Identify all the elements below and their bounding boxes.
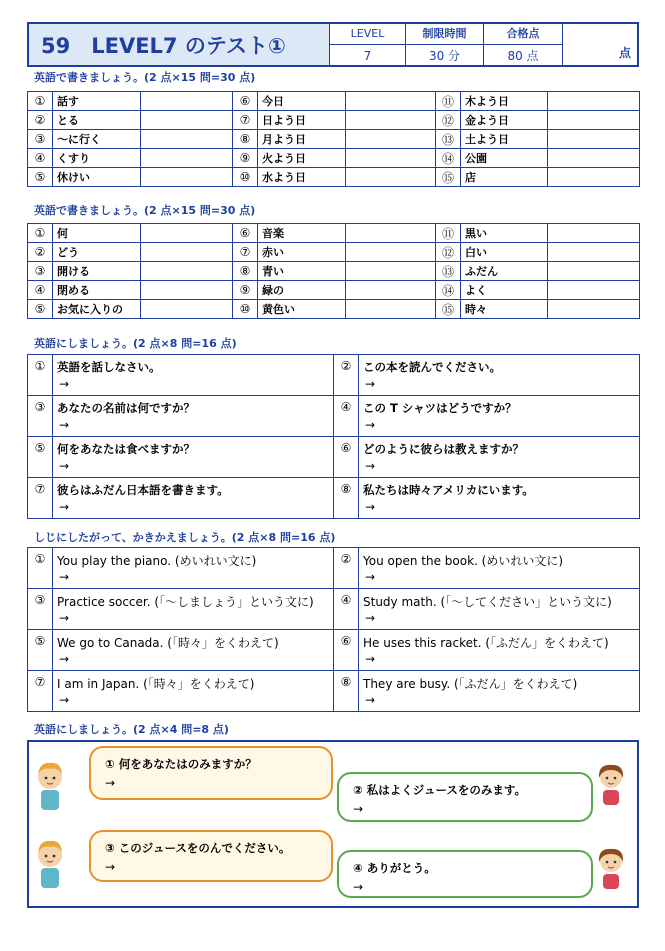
question-number: ⑥ (334, 437, 359, 478)
answer-line[interactable]: → (365, 377, 376, 391)
passing-score-value: 80 点 (507, 49, 539, 63)
question-cell (53, 478, 334, 519)
question-number: ④ (28, 149, 53, 168)
question-cell (53, 396, 334, 437)
answer-field[interactable] (346, 111, 436, 130)
table-row (28, 92, 640, 111)
prompt-word: 火よう日 (258, 149, 346, 168)
question-number: ③ (28, 589, 53, 630)
question-number: ⑫ (436, 243, 461, 262)
question-text: 私たちは時々アメリカにいます。 (363, 483, 534, 497)
question-cell (359, 671, 640, 712)
question-number: ⑤ (28, 300, 53, 319)
boy-icon (35, 838, 65, 890)
prompt-word: ふだん (461, 262, 548, 281)
answer-field[interactable] (548, 130, 640, 149)
question-number: ② (334, 355, 359, 396)
answer-field[interactable] (346, 243, 436, 262)
speech-bubble-1 (89, 746, 333, 800)
question-cell (53, 355, 334, 396)
question-text: 英語を話しなさい。 (57, 360, 161, 374)
answer-field[interactable] (548, 92, 640, 111)
question-number: ⑦ (28, 478, 53, 519)
bubble-3-answer[interactable]: → (105, 860, 116, 874)
question-cell (359, 396, 640, 437)
question-number: ⑤ (28, 630, 53, 671)
question-number: ⑥ (334, 630, 359, 671)
section3-heading: 英語にしましょう。(2 点×8 問=16 点) (34, 337, 237, 350)
answer-field[interactable] (346, 224, 436, 243)
prompt-word: 今日 (258, 92, 346, 111)
answer-field[interactable] (141, 111, 233, 130)
question-number: ③ (28, 130, 53, 149)
prompt-word: ～に行く (53, 130, 141, 149)
score-field[interactable] (563, 24, 637, 65)
answer-line[interactable]: → (365, 693, 376, 707)
question-text: He uses this racket. (「ふだん」をくわえて) (363, 636, 609, 650)
prompt-word: 音楽 (258, 224, 346, 243)
section4-heading: しじにしたがって、かきかえましょう。(2 点×8 問=16 点) (34, 531, 336, 544)
question-cell (53, 589, 334, 630)
prompt-word: 黄色い (258, 300, 346, 319)
question-number: ① (28, 355, 53, 396)
question-number: ③ (28, 262, 53, 281)
question-text: We go to Canada. (「時々」をくわえて) (57, 636, 279, 650)
table-row (28, 437, 640, 478)
speech-bubble-3 (89, 830, 333, 882)
question-number: ⑧ (233, 262, 258, 281)
question-number: ⑬ (436, 130, 461, 149)
prompt-word: くすり (53, 149, 141, 168)
answer-field[interactable] (548, 300, 640, 319)
bubble-3-question: ③ このジュースをのんでください。 (105, 841, 291, 855)
table-row (28, 478, 640, 519)
question-number: ⑮ (436, 168, 461, 187)
question-number: ⑩ (233, 168, 258, 187)
table-row (28, 168, 640, 187)
answer-field[interactable] (548, 281, 640, 300)
answer-field[interactable] (346, 262, 436, 281)
question-number: ⑧ (334, 671, 359, 712)
answer-field[interactable] (346, 300, 436, 319)
table-row (28, 396, 640, 437)
question-number: ④ (28, 281, 53, 300)
vocab-table-1 (27, 91, 640, 187)
answer-field[interactable] (548, 111, 640, 130)
page-title: 59 LEVEL7 のテスト① (29, 24, 330, 65)
level-value: 7 (363, 49, 372, 63)
bubble-4-answer[interactable]: → (353, 880, 364, 894)
conversation-box (27, 740, 639, 908)
question-number: ⑩ (233, 300, 258, 319)
question-cell (53, 437, 334, 478)
answer-line[interactable]: → (365, 652, 376, 666)
question-text: 彼らはふだん日本語を書きます。 (57, 483, 229, 497)
table-row (28, 671, 640, 712)
answer-field[interactable] (141, 262, 233, 281)
answer-field[interactable] (141, 243, 233, 262)
answer-field[interactable] (346, 130, 436, 149)
question-cell (53, 671, 334, 712)
question-text: You play the piano. (めいれい文に) (57, 554, 257, 568)
question-number: ⑨ (233, 149, 258, 168)
level-cell (330, 24, 406, 65)
prompt-word: 時々 (461, 300, 548, 319)
answer-line[interactable]: → (365, 500, 376, 514)
section5-heading: 英語にしましょう。(2 点×4 問=8 点) (34, 723, 229, 736)
answer-line[interactable]: → (59, 418, 70, 432)
bubble-2-answer[interactable]: → (353, 802, 364, 816)
answer-field[interactable] (346, 281, 436, 300)
question-number: ③ (28, 396, 53, 437)
answer-field[interactable] (548, 224, 640, 243)
question-number: ⑤ (28, 168, 53, 187)
prompt-word: 月よう日 (258, 130, 346, 149)
answer-line[interactable]: → (365, 459, 376, 473)
time-limit-value: 30 分 (428, 49, 461, 63)
answer-field[interactable] (548, 168, 640, 187)
table-row (28, 281, 640, 300)
table-row (28, 355, 640, 396)
table-row (28, 262, 640, 281)
answer-line[interactable]: → (59, 500, 70, 514)
prompt-word: 黒い (461, 224, 548, 243)
prompt-word: 日よう日 (258, 111, 346, 130)
answer-line[interactable]: → (59, 693, 70, 707)
question-text: They are busy. (「ふだん」をくわえて) (363, 677, 578, 691)
question-number: ⑭ (436, 281, 461, 300)
question-text: どのように彼らは教えますか？ (363, 442, 524, 456)
question-cell (53, 548, 334, 589)
question-cell (359, 548, 640, 589)
prompt-word: 開ける (53, 262, 141, 281)
question-cell (359, 630, 640, 671)
answer-field[interactable] (548, 243, 640, 262)
question-text: この本を読んでください。 (363, 360, 501, 374)
answer-field[interactable] (141, 149, 233, 168)
question-number: ① (28, 548, 53, 589)
time-limit-cell (406, 24, 484, 65)
prompt-word: 閉める (53, 281, 141, 300)
bubble-4-question: ④ ありがとう。 (353, 861, 436, 875)
vocab-table-2 (27, 223, 640, 319)
answer-field[interactable] (346, 168, 436, 187)
answer-field[interactable] (141, 130, 233, 149)
prompt-word: お気に入りの (53, 300, 141, 319)
passing-score-cell (484, 24, 563, 65)
prompt-word: 公園 (461, 149, 548, 168)
question-number: ⑥ (233, 92, 258, 111)
question-number: ⑧ (334, 478, 359, 519)
prompt-word: 土よう日 (461, 130, 548, 149)
question-text: 何をあなたは食べますか？ (57, 442, 195, 456)
prompt-word: 何 (53, 224, 141, 243)
table-row (28, 589, 640, 630)
table-row (28, 130, 640, 149)
time-limit-label: 制限時間 (406, 24, 483, 45)
prompt-word: 店 (461, 168, 548, 187)
question-number: ④ (334, 589, 359, 630)
answer-field[interactable] (346, 92, 436, 111)
question-text: Study math. (「～してください」という文に) (363, 595, 612, 609)
table-row (28, 548, 640, 589)
question-number: ⑨ (233, 281, 258, 300)
girl-icon (596, 762, 626, 806)
question-number: ① (28, 92, 53, 111)
answer-line[interactable]: → (59, 570, 70, 584)
question-number: ② (28, 243, 53, 262)
question-number: ⑫ (436, 111, 461, 130)
section1-heading: 英語で書きましょう。(2 点×15 問=30 点) (34, 71, 256, 84)
question-number: ④ (334, 396, 359, 437)
question-number: ⑭ (436, 149, 461, 168)
table-row (28, 111, 640, 130)
question-number: ⑪ (436, 224, 461, 243)
table-row (28, 243, 640, 262)
answer-field[interactable] (141, 224, 233, 243)
question-text: あなたの名前は何ですか？ (57, 401, 195, 415)
prompt-word: 話す (53, 92, 141, 111)
score-unit: 点 (618, 46, 631, 60)
table-row (28, 300, 640, 319)
question-cell (359, 589, 640, 630)
question-number: ⑮ (436, 300, 461, 319)
answer-line[interactable]: → (59, 459, 70, 473)
question-number: ⑧ (233, 130, 258, 149)
question-text: この T シャツはどうですか？ (363, 401, 517, 415)
question-number: ⑦ (28, 671, 53, 712)
rewrite-table (27, 547, 640, 712)
question-text: I am in Japan. (「時々」をくわえて) (57, 677, 255, 691)
answer-line[interactable]: → (59, 611, 70, 625)
prompt-word: 木よう日 (461, 92, 548, 111)
question-text: You open the book. (めいれい文に) (363, 554, 564, 568)
question-number: ② (28, 111, 53, 130)
question-cell (359, 355, 640, 396)
question-cell (359, 437, 640, 478)
prompt-word: 緑の (258, 281, 346, 300)
answer-line[interactable]: → (365, 611, 376, 625)
answer-field[interactable] (548, 149, 640, 168)
answer-line[interactable]: → (365, 418, 376, 432)
table-row (28, 149, 640, 168)
girl-icon (596, 846, 626, 890)
translation-table (27, 354, 640, 519)
question-cell (53, 630, 334, 671)
prompt-word: 水よう日 (258, 168, 346, 187)
answer-field[interactable] (141, 92, 233, 111)
bubble-1-question: ① 何をあなたはのみますか？ (105, 757, 257, 771)
test-header (27, 22, 639, 67)
question-number: ⑤ (28, 437, 53, 478)
prompt-word: 休けい (53, 168, 141, 187)
prompt-word: 赤い (258, 243, 346, 262)
level-label: LEVEL (330, 24, 405, 45)
question-number: ② (334, 548, 359, 589)
boy-icon (35, 760, 65, 812)
answer-field[interactable] (141, 168, 233, 187)
prompt-word: 金よう日 (461, 111, 548, 130)
bubble-2-question: ② 私はよくジュースをのみます。 (353, 783, 527, 797)
answer-line[interactable]: → (365, 570, 376, 584)
question-number: ① (28, 224, 53, 243)
question-number: ⑦ (233, 243, 258, 262)
question-number: ⑥ (233, 224, 258, 243)
prompt-word: よく (461, 281, 548, 300)
section2-heading: 英語で書きましょう。(2 点×15 問=30 点) (34, 204, 256, 217)
table-row (28, 630, 640, 671)
question-cell (359, 478, 640, 519)
answer-field[interactable] (141, 281, 233, 300)
answer-field[interactable] (141, 300, 233, 319)
answer-line[interactable]: → (59, 652, 70, 666)
speech-bubble-4 (337, 850, 593, 898)
question-text: Practice soccer. (「～しましょう」という文に) (57, 595, 314, 609)
question-number: ⑦ (233, 111, 258, 130)
answer-field[interactable] (548, 262, 640, 281)
answer-line[interactable]: → (59, 377, 70, 391)
prompt-word: とる (53, 111, 141, 130)
table-row (28, 224, 640, 243)
bubble-1-answer[interactable]: → (105, 776, 116, 790)
passing-score-label: 合格点 (484, 24, 562, 45)
prompt-word: 白い (461, 243, 548, 262)
question-number: ⑪ (436, 92, 461, 111)
answer-field[interactable] (346, 149, 436, 168)
speech-bubble-2 (337, 772, 593, 822)
question-number: ⑬ (436, 262, 461, 281)
prompt-word: 青い (258, 262, 346, 281)
prompt-word: どう (53, 243, 141, 262)
